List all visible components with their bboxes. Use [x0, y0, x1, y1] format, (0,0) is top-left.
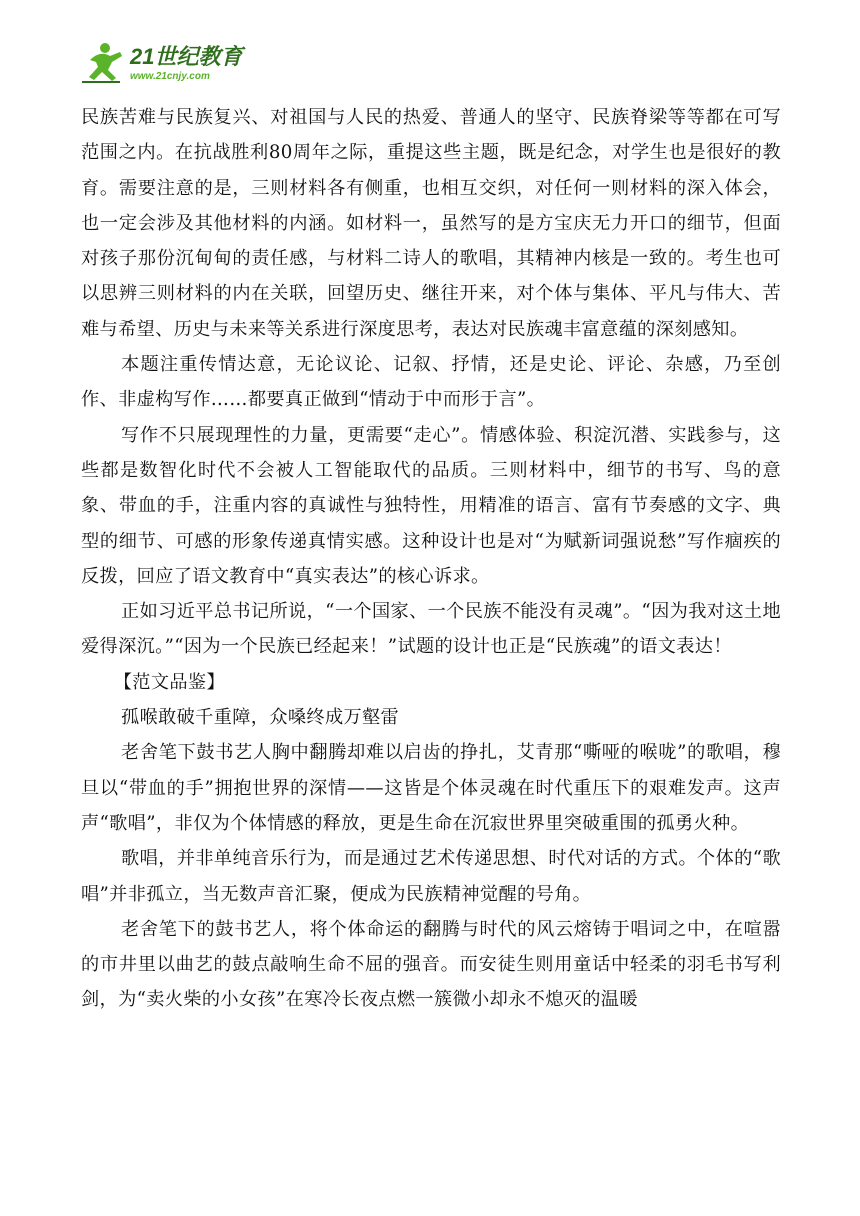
paragraph: 本题注重传情达意，无论议论、记叙、抒情，还是史论、评论、杂感，乃至创作、非虚构写作……都要真正做到“情动于中而形于言”。 — [81, 354, 781, 411]
logo-url-text: www.21cnjy.com — [130, 71, 210, 82]
logo-brand-text: 21世纪教育 — [130, 44, 243, 69]
paragraph: 老舍笔下的鼓书艺人，将个体命运的翻腾与时代的风云熔铸于唱词之中，在喧嚣的市井里以曲艺的鼓点敲响生命不屈的强音。而安徒生则用童话中轻柔的羽毛书写利剑，为“卖火柴的小女孩”在寒冷长夜点燃一簇微小却永不熄灭的温暖 — [81, 918, 781, 1011]
running-figure-logo-icon — [80, 38, 250, 84]
paragraph: 老舍笔下鼓书艺人胸中翻腾却难以启齿的挣扎，艾青那“嘶哑的喉咙”的歌唱，穆旦以“带血的手”拥抱世界的深情——这皆是个体灵魂在时代重压下的艰难发声。这声声“歌唱”，非仅为个体情感的释放，更是生命在沉寂世界里突破重围的孤勇火种。 — [81, 742, 781, 834]
section-heading: 【范文品鉴】 — [113, 671, 225, 693]
paragraph: 写作不只展现理性的力量，更需要“走心”。情感体验、积淀沉潜、实践参与，这些都是数智化时代不会被人工智能取代的品质。三则材料中，细节的书写、鸟的意象、带血的手，注重内容的真诚性与独特性，用精准的语言、富有节奏感的文字、典型的细节、可感的形象传递真情实感。这种设计也是对“为赋新词强说愁”写作痼疾的反拨，回应了语文教育中“真实表达”的核心诉求。 — [81, 424, 781, 587]
paragraph: 民族苦难与民族复兴、对祖国与人民的热爱、普通人的坚守、民族脊梁等等都在可写范围之内。在抗战胜利80周年之际，重提这些主题，既是纪念，对学生也是很好的教育。需要注意的是，三则材料各有侧重，也相互交织，对任何一则材料的深入体会，也一定会涉及其他材料的内涵。如材料一，虽然写的是方宝庆无力开口的细节，但面对孩子那份沉甸甸的责任感，与材料二诗人的歌唱，其精神内核是一致的。考生也可以思辨三则材料的内在关联，回望历史、继往开来，对个体与集体、平凡与伟大、苦难与希望、历史与未来等关系进行深度思考，表达对民族魂丰富意蕴的深刻感知。 — [81, 107, 781, 340]
document-body — [81, 100, 781, 1018]
paragraph: 正如习近平总书记所说，“一个国家、一个民族不能没有灵魂”。“因为我对这土地爱得深沉。”“因为一个民族已经起来！”试题的设计也正是“民族魂”的语文表达！ — [81, 601, 781, 658]
paragraph: 歌唱，并非单纯音乐行为，而是通过艺术传递思想、时代对话的方式。个体的“歌唱”并非孤立，当无数声音汇聚，便成为民族精神觉醒的号角。 — [81, 848, 781, 905]
essay-title: 孤喉敢破千重障，众嗓终成万壑雷 — [121, 707, 400, 729]
site-logo[interactable] — [80, 38, 250, 84]
